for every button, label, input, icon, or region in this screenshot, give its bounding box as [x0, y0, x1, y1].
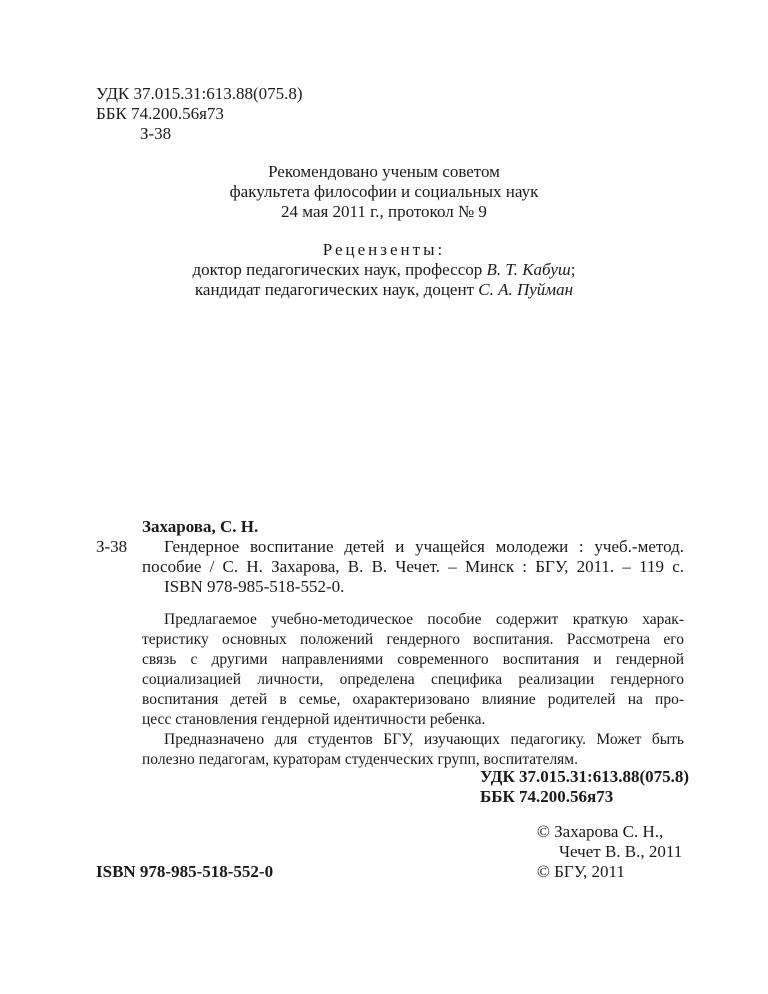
author-mark: З-38	[140, 124, 172, 143]
catalog-author: Захарова, С. Н.	[142, 517, 259, 536]
udk-code: УДК 37.015.31:613.88(075.8)	[96, 84, 303, 103]
catalog-mark: З-38	[96, 537, 128, 556]
reviewer-1-title: доктор педагогических наук, профессор	[192, 260, 487, 279]
abstract-line: теристику основных положений гендерного воспитания. Рассмотрена его	[142, 631, 684, 648]
abstract-line: связь с другими направлениями современного воспитания и гендерной	[142, 651, 684, 668]
copyright-line-3: © БГУ, 2011	[537, 862, 625, 881]
reviewer-2	[0, 280, 768, 300]
abstract	[142, 610, 684, 770]
copyright-line-1: © Захарова С. Н.,	[537, 822, 664, 841]
bbk-code: ББК 74.200.56я73	[96, 104, 224, 123]
abstract-line: социализацией личности, определена специфика реализации гендерного	[142, 671, 684, 688]
catalog-line-1: Гендерное воспитание детей и учащейся молодежи : учеб.-метод.	[164, 537, 684, 556]
catalog-isbn: ISBN 978-985-518-552-0.	[164, 577, 345, 596]
abstract-line: цесс становления гендерной идентичности ребенка.	[142, 711, 486, 728]
reviewer-1-name: В. Т. Кабуш	[486, 260, 571, 279]
copyright-line-2: Чечет В. В., 2011	[559, 842, 683, 861]
bbk-code-bottom: ББК 74.200.56я73	[480, 787, 614, 806]
reviewer-1-end: ;	[570, 260, 576, 279]
udk-code-bottom: УДК 37.015.31:613.88(075.8)	[480, 767, 690, 786]
abstract-line: Предназначено для студентов БГУ, изучающих педагогику. Может быть	[164, 731, 684, 748]
reviewer-2-title: кандидат педагогических наук, доцент	[194, 280, 479, 299]
catalog-line-2: пособие / С. Н. Захарова, В. В. Чечет. – Минск : БГУ, 2011. – 119 с.	[142, 557, 684, 576]
abstract-line: полезно педагогам, кураторам студенческих групп, воспитателям.	[142, 751, 578, 768]
reviewers-heading: Рецензенты:	[322, 240, 446, 259]
abstract-line: Предлагаемое учебно-методическое пособие содержит краткую харак-	[164, 611, 684, 628]
recommendation-line-1: Рекомендовано ученым советом	[268, 162, 500, 181]
recommendation-line-3: 24 мая 2011 г., протокол № 9	[281, 202, 487, 221]
reviewer-1	[0, 260, 768, 280]
reviewer-2-name: С. А. Пуйман	[478, 280, 574, 299]
abstract-line: воспитания детей в семье, охарактеризовано влияние родителей на про-	[142, 691, 684, 708]
isbn-bottom: ISBN 978-985-518-552-0	[96, 862, 274, 881]
recommendation-line-2: факультета философии и социальных наук	[229, 182, 539, 201]
